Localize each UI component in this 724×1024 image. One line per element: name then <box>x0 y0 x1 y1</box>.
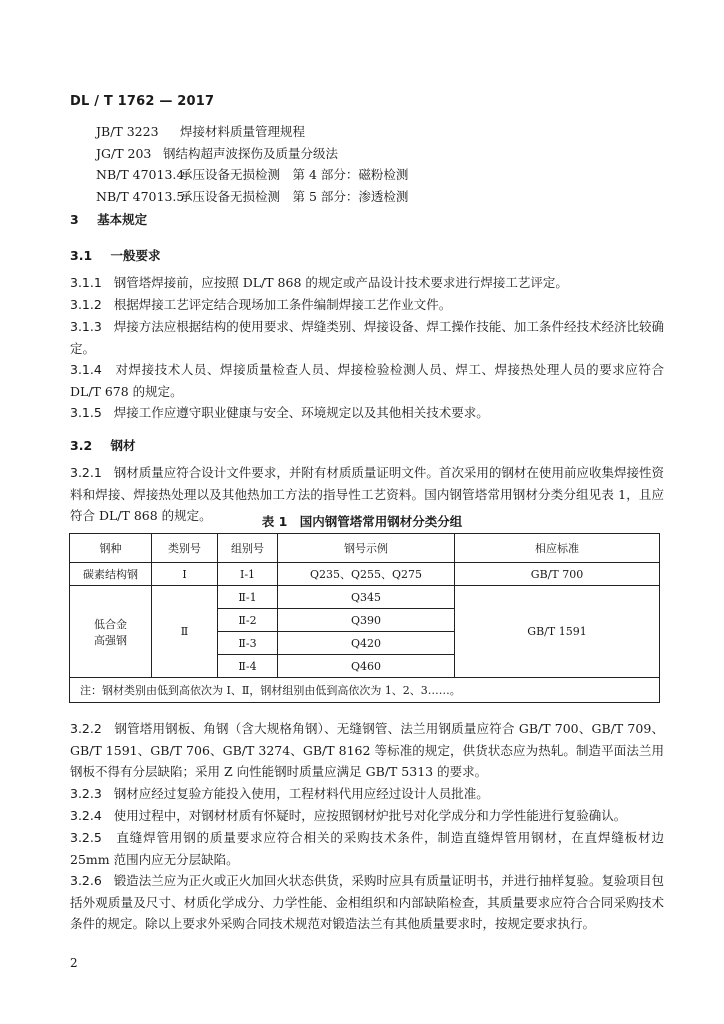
column-header: 类别号 <box>152 534 218 563</box>
clause-3-2-4 <box>70 805 664 827</box>
clause-number: 3.1.2 <box>70 297 102 312</box>
table-header-row <box>70 534 660 563</box>
column-header: 钢号示例 <box>278 534 455 563</box>
normative-references <box>96 121 408 207</box>
table-note-row <box>70 678 660 703</box>
reference-code: NB/T 47013.4 <box>96 167 185 183</box>
clause-3-2-6 <box>70 870 664 935</box>
clause-number: 3.1.1 <box>70 275 102 290</box>
section-title: 基本规定 <box>97 212 148 227</box>
section-number: 3.1 <box>70 248 93 263</box>
steel-classification-table <box>69 533 660 703</box>
reference-item <box>96 121 408 143</box>
section-3-1-heading <box>70 246 161 264</box>
table-cell: 碳素结构钢 <box>70 563 152 586</box>
clause-3-1-4 <box>70 359 664 402</box>
clause-number: 3.2.2 <box>70 721 102 736</box>
section-title: 一般要求 <box>110 248 161 263</box>
clause-3-1-2 <box>70 294 664 316</box>
table-cell: Q460 <box>278 655 455 678</box>
steel-type-line: 高强钢 <box>94 633 127 647</box>
table-cell: Ⅱ <box>152 586 218 678</box>
clause-text: 钢材应经过复验方能投入使用，工程材料代用应经过设计人员批准。 <box>113 786 489 801</box>
clause-3-1-3 <box>70 316 664 359</box>
clause-number: 3.2.1 <box>70 465 102 480</box>
table-cell <box>70 586 152 678</box>
clause-text: 直缝焊管用钢的质量要求应符合相关的采购技术条件，制造直缝焊管用钢材，在直焊缝板材边 25mm 范围内应无分层缺陷。 <box>70 830 664 867</box>
reference-code: JG/T 203 <box>96 145 152 161</box>
clause-3-2-3 <box>70 783 664 805</box>
table-cell: Q390 <box>278 609 455 632</box>
reference-title: 焊接材料质量管理规程 <box>180 124 306 139</box>
table-note: 注：钢材类别由低到高依次为 Ⅰ、Ⅱ，钢材组别由低到高依次为 1、2、3……。 <box>70 678 660 703</box>
table-caption: 表 1 国内钢管塔常用钢材分类分组 <box>261 514 463 529</box>
table-cell: Ⅱ-2 <box>218 609 278 632</box>
section-number: 3 <box>70 212 79 227</box>
reference-title: 承压设备无损检测 第 4 部分：磁粉检测 <box>180 167 409 183</box>
clause-text: 焊接方法应根据结构的使用要求、焊缝类别、焊接设备、焊工操作技能、加工条件经技术经济比较确定。 <box>70 319 664 356</box>
reference-item <box>96 186 408 208</box>
column-header: 组别号 <box>218 534 278 563</box>
table-cell: Q420 <box>278 632 455 655</box>
clause-text: 焊接工作应遵守职业健康与安全、环境规定以及其他相关技术要求。 <box>113 405 489 420</box>
document-id: DL / T 1762 — 2017 <box>70 94 215 109</box>
clause-number: 3.2.5 <box>70 830 102 845</box>
table-row <box>70 586 660 609</box>
table-cell: Q345 <box>278 586 455 609</box>
table-cell: Ⅰ <box>152 563 218 586</box>
section-3-heading <box>70 210 147 228</box>
table-cell: Ⅱ-4 <box>218 655 278 678</box>
clause-number: 3.2.3 <box>70 786 102 801</box>
steel-type-line: 低合金 <box>94 617 127 631</box>
clause-text: 钢材质量应符合设计文件要求，并附有材质质量证明文件。首次采用的钢材在使用前应收集焊接性资料和焊接、焊接热处理以及其他热加工方法的指导性工艺资料。国内钢管塔常用钢材分类分组见表 1，且应符合 DL/T 868 的规定。 <box>70 465 664 524</box>
clause-text: 使用过程中，对钢材材质有怀疑时，应按照钢材炉批号对化学成分和力学性能进行复验确认。 <box>113 808 627 823</box>
section-3-2-heading <box>70 436 136 454</box>
clause-text: 对焊接技术人员、焊接质量检查人员、焊接检验检测人员、焊工、焊接热处理人员的要求应符合 DL/T 678 的规定。 <box>70 362 664 399</box>
reference-code: NB/T 47013.5 <box>96 188 185 204</box>
reference-item <box>96 164 408 186</box>
clause-number: 3.2.4 <box>70 808 102 823</box>
table-cell: Ⅰ-1 <box>218 563 278 586</box>
column-header: 相应标准 <box>455 534 660 563</box>
clause-3-2-2 <box>70 718 664 783</box>
column-header: 钢种 <box>70 534 152 563</box>
clause-number: 3.2.6 <box>70 873 102 888</box>
clause-3-1-1 <box>70 272 664 294</box>
table-cell: Ⅱ-1 <box>218 586 278 609</box>
table-cell: Q235、Q255、Q275 <box>278 563 455 586</box>
reference-title: 钢结构超声波探伤及质量分级法 <box>163 145 339 161</box>
reference-code: JB/T 3223 <box>96 124 159 139</box>
clause-text: 锻造法兰应为正火或正火加回火状态供货，采购时应具有质量证明书，并进行抽样复验。复验项目包括外观质量及尺寸、材质化学成分、力学性能、金相组织和内部缺陷检查，其质量要求应符合合同采购技术条件的规定。除以上要求外采购合同技术规范对锻造法兰有其他质量要求时，按规定要求执行。 <box>70 873 664 932</box>
clause-text: 钢管塔焊接前，应按照 DL/T 868 的规定或产品设计技术要求进行焊接工艺评定。 <box>113 275 568 290</box>
clause-3-2-5 <box>70 827 664 870</box>
clause-number: 3.1.4 <box>70 362 102 377</box>
reference-title: 承压设备无损检测 第 5 部分：渗透检测 <box>180 188 409 204</box>
clause-text: 钢管塔用钢板、角钢（含大规格角钢）、无缝钢管、法兰用钢质量应符合 GB/T 700、GB/T 709、GB/T 1591、GB/T 706、GB/T 3274、GB/T 8162 等标准的规定，供货状态应为热轧。制造平面法兰用钢板不得有分层缺陷；采用 Z 向性能钢时质量应满足 GB/T 5313 的要求。 <box>70 721 664 780</box>
clause-text: 根据焊接工艺评定结合现场加工条件编制焊接工艺作业文件。 <box>113 297 452 312</box>
section-title: 钢材 <box>110 438 136 453</box>
reference-item <box>96 143 408 165</box>
table-cell: Ⅱ-3 <box>218 632 278 655</box>
table-cell: GB/T 700 <box>455 563 660 586</box>
clause-number: 3.1.5 <box>70 405 102 420</box>
table-cell: GB/T 1591 <box>455 586 660 678</box>
clause-3-1-5 <box>70 402 664 424</box>
clause-number: 3.1.3 <box>70 319 102 334</box>
section-number: 3.2 <box>70 438 93 453</box>
page-number: 2 <box>70 956 78 970</box>
table-row <box>70 563 660 586</box>
